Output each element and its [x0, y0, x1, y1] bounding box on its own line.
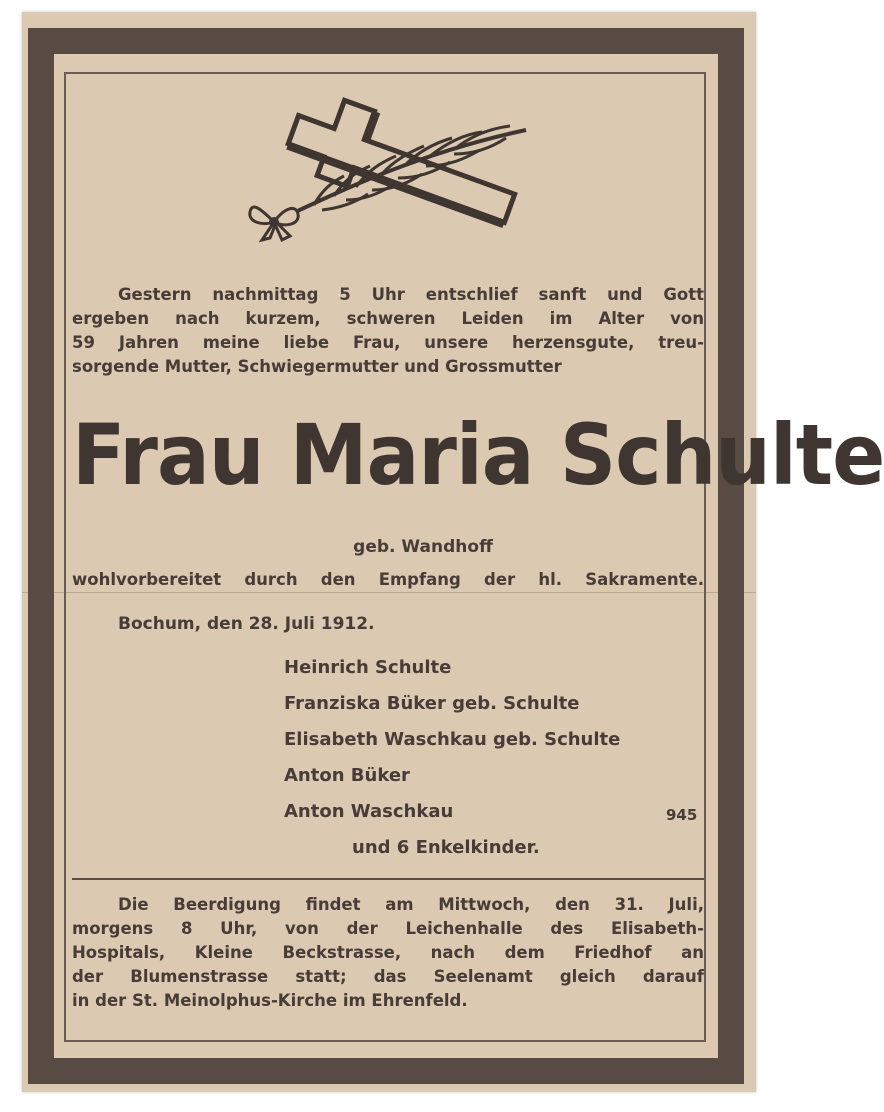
mourner-4: Anton Büker: [284, 765, 410, 786]
intro-line-3: 59 Jahren meine liebe Frau, unsere herzensgute, treu-: [72, 333, 704, 352]
funeral-line-1: Die Beerdigung findet am Mittwoch, den 31. Juli,: [118, 895, 704, 914]
place-date: Bochum, den 28. Juli 1912.: [118, 614, 375, 634]
intro-line-1: Gestern nachmittag 5 Uhr entschlief sanft und Gott: [118, 285, 704, 304]
deceased-name: Frau Maria Schulte: [72, 406, 884, 504]
intro-line-4: sorgende Mutter, Schwiegermutter und Grossmutter: [72, 357, 562, 376]
mourner-5: Anton Waschkau: [284, 801, 454, 822]
intro-line-2: ergeben nach kurzem, schweren Leiden im Alter von: [72, 309, 704, 328]
funeral-line-4: der Blumenstrasse statt; das Seelenamt gleich darauf: [72, 967, 704, 986]
ad-number: 945: [666, 806, 698, 824]
mourner-2: Franziska Büker geb. Schulte: [284, 693, 580, 714]
funeral-line-3: Hospitals, Kleine Beckstrasse, nach dem Friedhof an: [72, 943, 704, 962]
mourner-6: und 6 Enkelkinder.: [352, 837, 540, 858]
mourner-1: Heinrich Schulte: [284, 657, 452, 678]
mourner-3: Elisabeth Waschkau geb. Schulte: [284, 729, 621, 750]
funeral-line-5: in der St. Meinolphus-Kirche im Ehrenfeld.: [72, 991, 468, 1010]
cross-with-palm-frond-icon: [244, 104, 534, 244]
birth-name: geb. Wandhoff: [353, 537, 493, 557]
divider-rule: [72, 878, 704, 880]
sacraments-line: wohlvorbereitet durch den Empfang der hl. Sakramente.: [72, 570, 704, 589]
funeral-line-2: morgens 8 Uhr, von der Leichenhalle des Elisabeth-: [72, 919, 704, 938]
